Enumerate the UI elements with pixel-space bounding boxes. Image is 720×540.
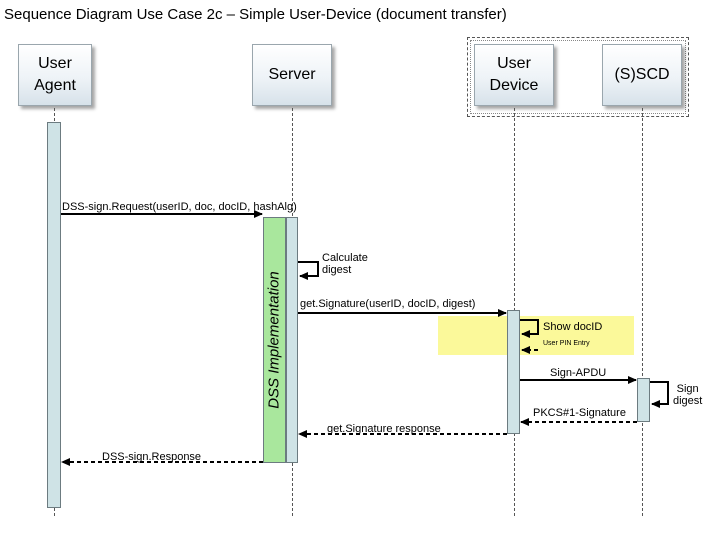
label-calculate-digest: Calculate digest bbox=[322, 252, 368, 276]
actor-server-label: Server bbox=[268, 66, 316, 83]
label-user-pin-entry: User PIN Entry bbox=[543, 340, 590, 347]
label-pkcs1-signature: PKCS#1-Signature bbox=[533, 407, 626, 419]
label-get-signature: get.Signature(userID, docID, digest) bbox=[300, 298, 476, 310]
label-sign-digest: Sign digest bbox=[673, 383, 703, 407]
page-title: Sequence Diagram Use Case 2c – Simple User-Device (document transfer) bbox=[4, 6, 507, 23]
label-sign-request: DSS-sign.Request(userID, doc, docID, hashAlg) bbox=[62, 201, 297, 213]
label-show-doc-id: Show docID bbox=[543, 321, 603, 333]
arrow-calculate-digest bbox=[298, 262, 318, 276]
label-sign-response: DSS-sign.Response bbox=[102, 451, 202, 463]
actor-scd-label: (S)SCD bbox=[614, 66, 670, 83]
label-get-signature-response: get.Signature response bbox=[327, 423, 441, 435]
actor-user-agent-label: User Agent bbox=[34, 55, 76, 94]
actor-user-device-label: User Device bbox=[489, 55, 539, 94]
arrow-show-doc-id bbox=[520, 320, 538, 334]
arrow-sign-digest bbox=[650, 382, 668, 404]
label-sign-apdu: Sign-APDU bbox=[550, 367, 607, 379]
